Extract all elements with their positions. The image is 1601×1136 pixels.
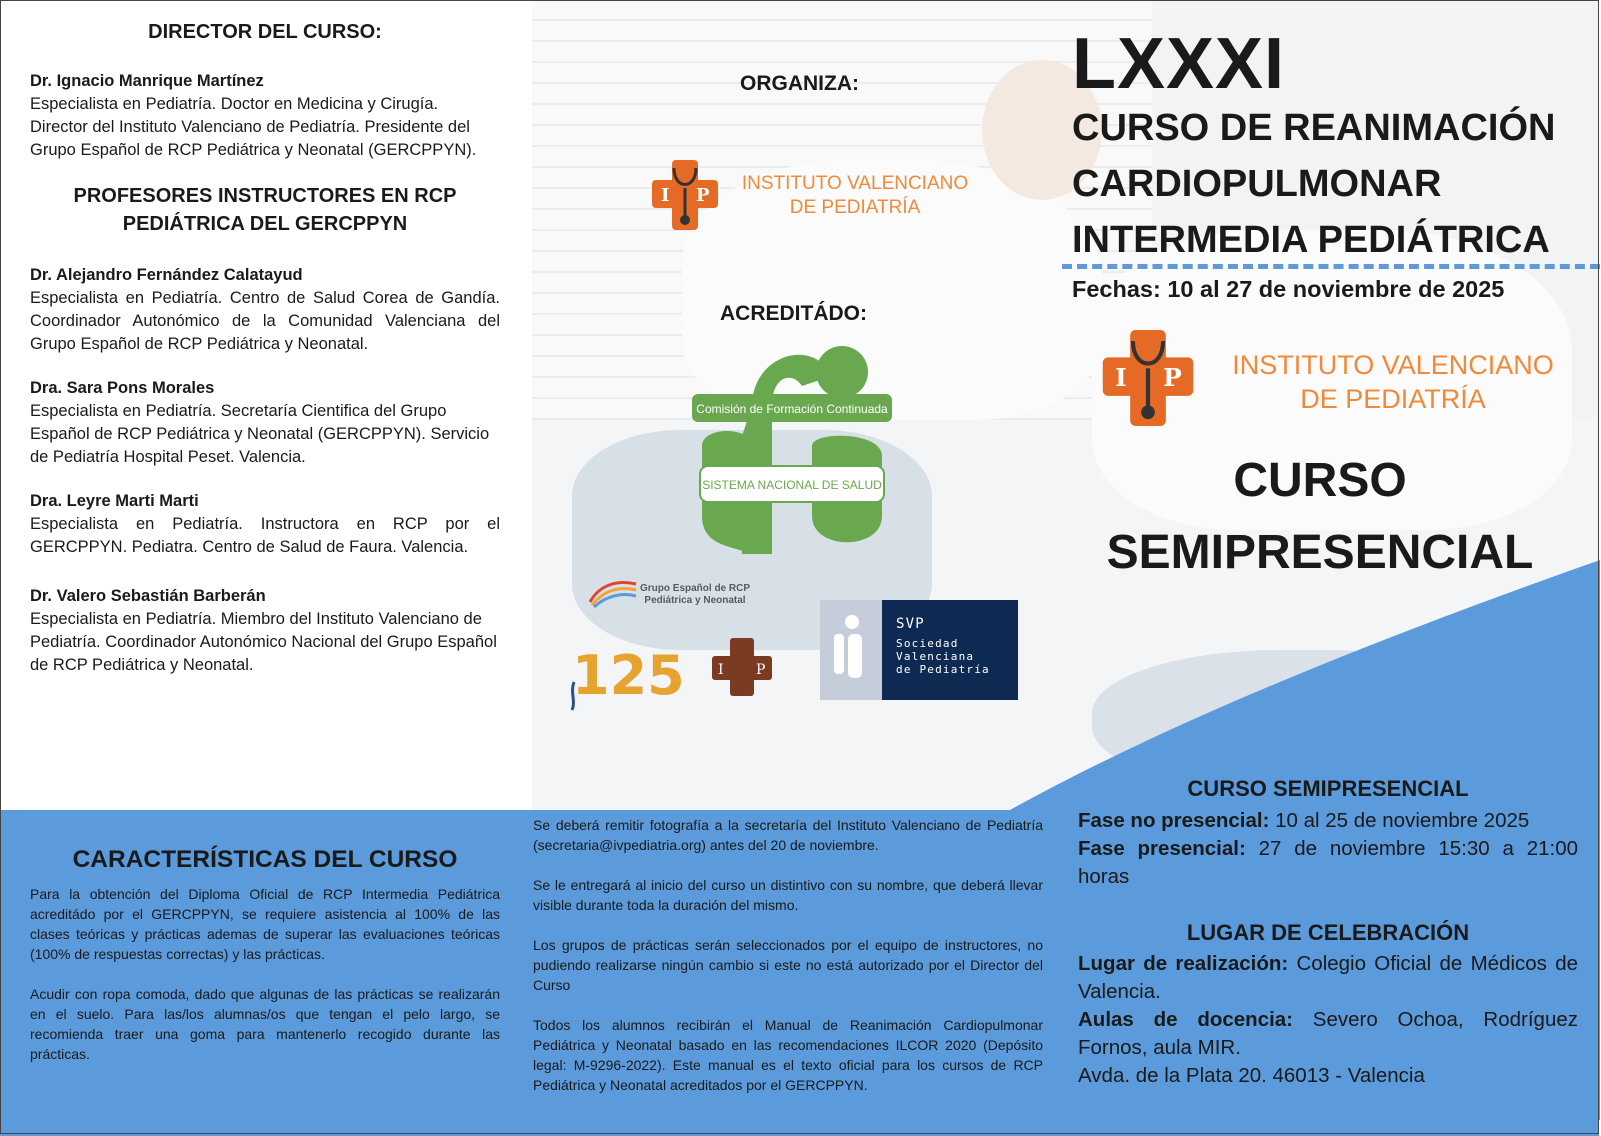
lugar-body	[1078, 950, 1578, 1090]
lugar-realizacion: Lugar de realización: Colegio Oficial de Médicos de Valencia.	[1078, 952, 1578, 1003]
profesor-name: Dra. Leyre Marti Marti	[30, 492, 199, 510]
nota-paragraph: Los grupos de prácticas serán seleccionados por el equipo de instructores, no pudiendo realizarse ningún cambio si este no está autorizado por el Director del Curso	[533, 937, 1043, 993]
svg-text:Comisión de Formación Continua: Comisión de Formación Continuada	[696, 402, 888, 416]
gercppyn-swoosh-icon	[588, 578, 638, 608]
direccion: Avda. de la Plata 20. 46013 - Valencia	[1078, 1064, 1425, 1087]
profesor-name: Dr. Alejandro Fernández Calatayud	[30, 266, 303, 284]
logo-125-icon	[568, 632, 685, 712]
nota-paragraph: Se le entregará al inicio del curso un distintivo con su nombre, que deberá llevar visible durante toda la duración del mismo.	[533, 877, 1043, 913]
ivp-logo-large-icon	[1102, 330, 1194, 426]
ivp-name-small: INSTITUTO VALENCIANO DE PEDIATRÍA	[741, 173, 969, 218]
svg-text:125: 125	[572, 644, 685, 707]
svg-text:I: I	[661, 185, 670, 206]
profesor-item	[30, 377, 500, 469]
director-block	[30, 70, 500, 162]
profesores-heading: PROFESORES INSTRUCTORES EN RCP PEDIÁTRICA DEL GERCPPYN	[73, 185, 457, 235]
svg-text:P: P	[1163, 363, 1182, 393]
director-name: Dr. Ignacio Manrique Martínez	[30, 72, 264, 90]
dashed-divider	[1062, 264, 1600, 269]
ivp-mini-logo-icon	[710, 636, 774, 700]
semipresencial-title: CURSO SEMIPRESENCIAL	[1187, 776, 1469, 801]
cfc-logo-icon	[692, 346, 892, 554]
semipresencial-body	[1078, 807, 1578, 891]
caracteristicas-body	[30, 884, 500, 1084]
aulas-docencia: Aulas de docencia: Severo Ochoa, Rodríguez Fornos, aula MIR.	[1078, 1008, 1578, 1059]
acreditado-label: ACREDITÁDO:	[720, 302, 867, 325]
profesor-desc: Especialista en Pediatría. Secretaría Cientifica del Grupo Español de RCP Pediátrica y Neonatal (GERCPPYN). Servicio de Pediatría Hospital Peset. Valencia.	[30, 402, 490, 466]
fase-no-presencial: Fase no presencial: 10 al 25 de noviembre 2025	[1078, 809, 1530, 832]
director-desc: Especialista en Pediatría. Doctor en Medicina y Cirugía. Director del Instituto Valenciano de Pediatría. Presidente del Grupo Español de RCP Pediátrica y Neonatal (GERCPPYN).	[30, 95, 477, 159]
left-panel	[30, 18, 500, 677]
lugar-title: LUGAR DE CELEBRACIÓN	[1186, 920, 1470, 945]
director-heading: DIRECTOR DEL CURSO:	[148, 21, 382, 43]
caracteristicas-paragraph: Para la obtención del Diploma Oficial de RCP Intermedia Pediátrica acreditádo por el GERCPPYN, se requiere asistencia al 100% de las clases teóricas y prácticas ademas de superar las evaluaciones teóricas (100% de respuestas correctas) y las prácticas.	[30, 886, 500, 962]
profesor-item	[30, 585, 500, 677]
svp-figure-icon	[820, 600, 882, 700]
caracteristicas-title: CARACTERÍSTICAS DEL CURSO	[72, 846, 458, 873]
modality-heading: CURSO SEMIPRESENCIAL	[1106, 454, 1534, 579]
svp-logo: SVP Sociedad Valenciana de Pediatría	[820, 600, 1018, 700]
profesor-name: Dra. Sara Pons Morales	[30, 379, 215, 397]
svg-text:I: I	[718, 662, 724, 678]
svg-text:P: P	[696, 185, 710, 206]
nota-paragraph: Todos los alumnos recibirán el Manual de Reanimación Cardiopulmonar Pediátrica y Neonatal basado en las recomendaciones ILCOR 2020 (Depósito legal: M-9296-2022). Este manual es el texto oficial para los cursos de RCP Pediátrica y Neonatal acreditados por el GERCPPYN.	[533, 1017, 1043, 1093]
course-dates: Fechas: 10 al 27 de noviembre de 2025	[1072, 276, 1505, 302]
svg-text:I: I	[1115, 363, 1127, 393]
profesor-item	[30, 264, 500, 356]
caracteristicas-paragraph: Acudir con ropa comoda, dado que algunas de las prácticas se realizarán en el suelo. Para las/los alumnas/os que tengan el pelo largo, se recomienda traer una goma para mantenerlo recogido durante las prácticas.	[30, 986, 500, 1062]
svg-text:SISTEMA NACIONAL DE SALUD: SISTEMA NACIONAL DE SALUD	[702, 478, 882, 492]
edition-number: LXXXI	[1072, 24, 1286, 104]
profesor-item	[30, 490, 500, 559]
gercppyn-name: Grupo Español de RCP Pediátrica y Neonatal	[640, 583, 751, 606]
profesor-desc: Especialista en Pediatría. Miembro del Instituto Valenciano de Pediatría. Coordinador Autonómico Nacional del Grupo Español de RCP Pediátrica y Neonatal.	[30, 610, 497, 674]
profesor-desc: Especialista en Pediatría. Centro de Salud Corea de Gandía. Coordinador Autonómico de la Comunidad Valenciana del Grupo Español de RCP Pediátrica y Neonatal.	[30, 289, 500, 353]
course-title: CURSO DE REANIMACIÓN CARDIOPULMONAR INTERMEDIA PEDIÁTRICA	[1072, 107, 1556, 261]
profesor-desc: Especialista en Pediatría. Instructora en RCP por el GERCPPYN. Pediatra. Centro de Salud de Faura. Valencia.	[30, 515, 500, 556]
profesor-name: Dr. Valero Sebastián Barberán	[30, 587, 266, 605]
fase-presencial: Fase presencial: 27 de noviembre 15:30 a 21:00 horas	[1078, 837, 1578, 888]
organiza-label: ORGANIZA:	[740, 72, 859, 95]
ivp-name-large: INSTITUTO VALENCIANO DE PEDIATRÍA	[1232, 350, 1554, 414]
nota-paragraph: Se deberá remitir fotografía a la secretaría del Instituto Valenciano de Pediatría (secretaria@ivpediatria.org) antes del 20 de noviembre.	[533, 817, 1043, 853]
notas-body	[533, 815, 1043, 1115]
ivp-logo-icon	[652, 160, 718, 230]
svg-text:P: P	[756, 662, 766, 678]
